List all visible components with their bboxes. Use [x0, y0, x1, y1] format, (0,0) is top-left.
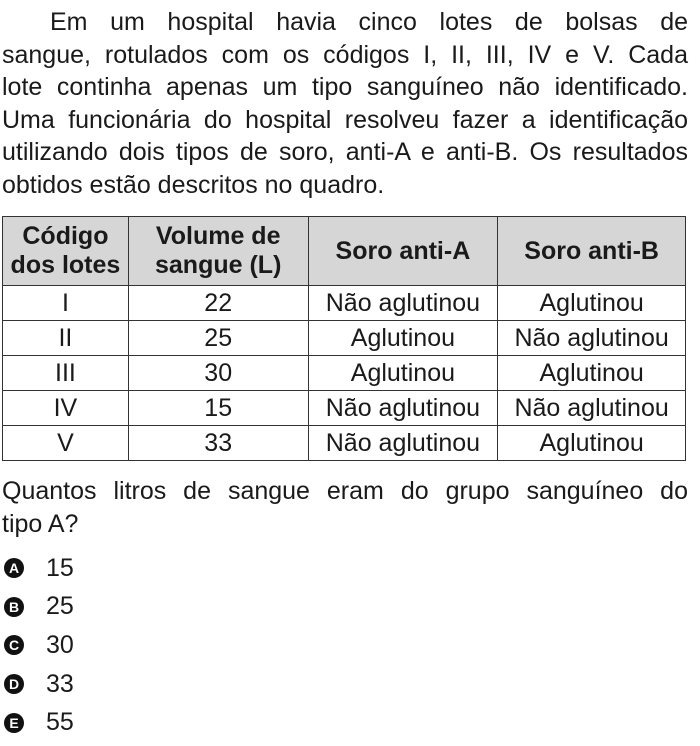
table-row: [3, 321, 686, 356]
table-header-row: [3, 217, 686, 286]
option-c[interactable]: [4, 626, 74, 665]
option-value: 30: [46, 630, 74, 659]
cell-codigo: IV: [3, 391, 129, 426]
question-text: [2, 475, 688, 540]
intro-line: sangue, rotulados com os códigos I, II, III, IV e V. Cada: [2, 40, 688, 69]
option-letter-badge: D: [4, 674, 24, 694]
option-letter-badge: E: [4, 713, 24, 733]
cell-codigo: I: [3, 286, 129, 321]
header-line: dos lotes: [10, 251, 121, 279]
option-e[interactable]: [4, 703, 74, 742]
cell-codigo: II: [3, 321, 129, 356]
table-row: [3, 426, 686, 461]
cell-anti-a: Não aglutinou: [308, 391, 498, 426]
question-line: tipo A?: [2, 509, 79, 538]
intro-line: Em um hospital havia cinco lotes de bolsas de: [50, 8, 688, 36]
header-soro-anti-b: [498, 217, 686, 286]
intro-line: Uma funcionária do hospital resolveu fazer a identificação: [2, 105, 688, 134]
cell-anti-b: Aglutinou: [498, 426, 686, 461]
header-volume: [128, 217, 308, 286]
table-row: [3, 356, 686, 391]
header-line: sangue (L): [155, 251, 282, 279]
header-line: Soro anti-B: [524, 236, 659, 265]
intro-paragraph: [2, 6, 688, 202]
cell-anti-b: Não aglutinou: [498, 391, 686, 426]
table-row: [3, 286, 686, 321]
option-letter-badge: B: [4, 597, 24, 617]
header-codigo: [3, 217, 129, 286]
header-soro-anti-a: [308, 217, 498, 286]
cell-volume: 30: [128, 356, 308, 391]
cell-anti-a: Não aglutinou: [308, 426, 498, 461]
cell-volume: 15: [128, 391, 308, 426]
option-value: 55: [46, 708, 74, 737]
intro-line: utilizando dois tipos de soro, anti-A e anti-B. Os resultados: [2, 138, 688, 167]
header-line: Volume de: [155, 222, 281, 250]
option-b[interactable]: [4, 588, 74, 627]
question-line: Quantos litros de sangue eram do grupo sanguíneo do: [2, 477, 688, 505]
cell-codigo: III: [3, 356, 129, 391]
option-d[interactable]: [4, 665, 74, 704]
cell-anti-b: Aglutinou: [498, 286, 686, 321]
option-value: 15: [46, 553, 74, 582]
cell-anti-b: Não aglutinou: [498, 321, 686, 356]
cell-volume: 33: [128, 426, 308, 461]
intro-line: lote continha apenas um tipo sanguíneo não identificado.: [2, 73, 688, 102]
answer-options: [4, 549, 74, 742]
option-a[interactable]: [4, 549, 74, 588]
results-table: [2, 216, 686, 461]
option-value: 33: [46, 669, 74, 698]
intro-line: obtidos estão descritos no quadro.: [2, 170, 385, 199]
option-value: 25: [46, 592, 74, 621]
cell-anti-b: Aglutinou: [498, 356, 686, 391]
option-letter-badge: C: [4, 635, 24, 655]
cell-anti-a: Não aglutinou: [308, 286, 498, 321]
cell-codigo: V: [3, 426, 129, 461]
cell-volume: 22: [128, 286, 308, 321]
option-letter-badge: A: [4, 558, 24, 578]
header-line: Soro anti-A: [335, 236, 471, 265]
table-row: [3, 391, 686, 426]
cell-anti-a: Aglutinou: [308, 321, 498, 356]
header-line: Código: [22, 222, 109, 250]
cell-anti-a: Aglutinou: [308, 356, 498, 391]
cell-volume: 25: [128, 321, 308, 356]
